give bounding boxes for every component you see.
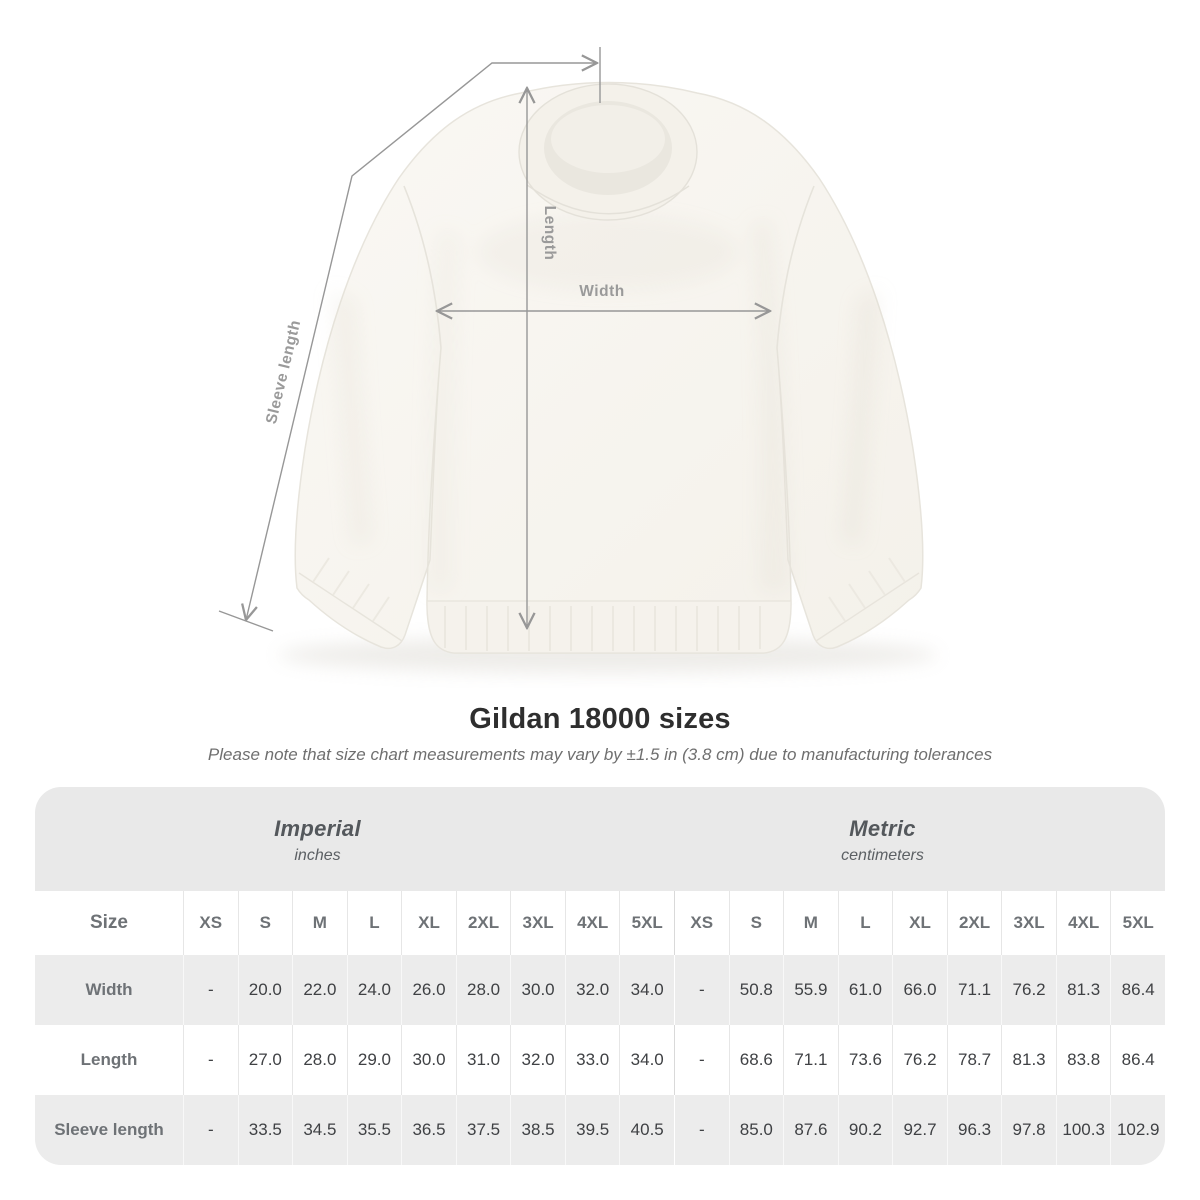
- table-cell: 39.5: [565, 1095, 620, 1165]
- waistband: [427, 601, 791, 653]
- table-cell: 73.6: [838, 1025, 893, 1095]
- table-cell: 32.0: [510, 1025, 565, 1095]
- column-header-imperial-l: L: [347, 891, 402, 955]
- table-cell: 78.7: [947, 1025, 1002, 1095]
- imperial-unit: inches: [294, 846, 341, 864]
- table-cell: 40.5: [619, 1095, 674, 1165]
- table-cell: 100.3: [1056, 1095, 1111, 1165]
- table-cell: 37.5: [456, 1095, 511, 1165]
- collar: [519, 84, 697, 220]
- table-cell: 87.6: [783, 1095, 838, 1165]
- table-cell: 90.2: [838, 1095, 893, 1165]
- table-cell: 28.0: [456, 955, 511, 1025]
- row-label-length: Length: [80, 1050, 138, 1069]
- table-cell: -: [674, 955, 729, 1025]
- table-cell: 71.1: [947, 955, 1002, 1025]
- imperial-group-header: [35, 787, 600, 891]
- column-header-metric-2xl: 2XL: [947, 891, 1002, 955]
- table-cell: 81.3: [1001, 1025, 1056, 1095]
- table-cell: 29.0: [347, 1025, 402, 1095]
- table-row-sleeve-length: [35, 1095, 1165, 1165]
- column-header-imperial-2xl: 2XL: [456, 891, 511, 955]
- table-cell: -: [183, 1025, 238, 1095]
- table-cell: 71.1: [783, 1025, 838, 1095]
- unit-band: [35, 787, 1165, 891]
- table-row-length: [35, 1025, 1165, 1095]
- row-label-width: Width: [85, 980, 133, 999]
- table-cell: 85.0: [729, 1095, 784, 1165]
- column-header-imperial-xs: XS: [183, 891, 238, 955]
- table-cell: -: [674, 1025, 729, 1095]
- table-cell: 50.8: [729, 955, 784, 1025]
- table-cell: 28.0: [292, 1025, 347, 1095]
- table-cell: 27.0: [238, 1025, 293, 1095]
- table-cell: 26.0: [401, 955, 456, 1025]
- table-cell: 24.0: [347, 955, 402, 1025]
- length-label: Length: [541, 205, 558, 261]
- metric-unit: centimeters: [841, 846, 924, 864]
- column-header-metric-3xl: 3XL: [1001, 891, 1056, 955]
- column-header-imperial-4xl: 4XL: [565, 891, 620, 955]
- table-cell: 92.7: [892, 1095, 947, 1165]
- table-cell: -: [674, 1095, 729, 1165]
- table-cell: 76.2: [1001, 955, 1056, 1025]
- column-header-imperial-m: M: [292, 891, 347, 955]
- table-row-width: [35, 955, 1165, 1025]
- size-header-row: [35, 891, 1165, 955]
- table-cell: 36.5: [401, 1095, 456, 1165]
- column-header-metric-xl: XL: [892, 891, 947, 955]
- table-cell: -: [183, 1095, 238, 1165]
- table-cell: 68.6: [729, 1025, 784, 1095]
- table-cell: 33.5: [238, 1095, 293, 1165]
- table-cell: 81.3: [1056, 955, 1111, 1025]
- width-label: Width: [579, 283, 625, 300]
- column-header-metric-l: L: [838, 891, 893, 955]
- column-header-metric-s: S: [729, 891, 784, 955]
- column-header-imperial-s: S: [238, 891, 293, 955]
- table-cell: 20.0: [238, 955, 293, 1025]
- size-corner-header: Size: [89, 912, 129, 933]
- table-cell: 35.5: [347, 1095, 402, 1165]
- table-cell: 30.0: [401, 1025, 456, 1095]
- table-cell: 30.0: [510, 955, 565, 1025]
- table-cell: 66.0: [892, 955, 947, 1025]
- column-header-metric-m: M: [783, 891, 838, 955]
- table-cell: 96.3: [947, 1095, 1002, 1165]
- column-header-imperial-xl: XL: [401, 891, 456, 955]
- sweatshirt-photo: [295, 83, 922, 654]
- column-header-imperial-3xl: 3XL: [510, 891, 565, 955]
- table-cell: 76.2: [892, 1025, 947, 1095]
- table-cell: 61.0: [838, 955, 893, 1025]
- table-cell: 22.0: [292, 955, 347, 1025]
- table-cell: -: [183, 955, 238, 1025]
- table-cell: 97.8: [1001, 1095, 1056, 1165]
- table-cell: 31.0: [456, 1025, 511, 1095]
- cuff-tick: [219, 611, 273, 631]
- table-cell: 55.9: [783, 955, 838, 1025]
- table-cell: 32.0: [565, 955, 620, 1025]
- column-header-metric-4xl: 4XL: [1056, 891, 1111, 955]
- table-cell: 34.5: [292, 1095, 347, 1165]
- sleeve-length-label: Sleeve length: [262, 318, 305, 426]
- row-label-sleeve-length: Sleeve length: [54, 1120, 164, 1139]
- table-cell: 83.8: [1056, 1025, 1111, 1095]
- table-cell: 86.4: [1110, 955, 1165, 1025]
- tolerance-note: Please note that size chart measurements may vary by ±1.5 in (3.8 cm) due to manufacturing tolerances: [207, 745, 993, 764]
- table-cell: 34.0: [619, 955, 674, 1025]
- table-cell: 102.9: [1110, 1095, 1165, 1165]
- column-header-metric-5xl: 5XL: [1110, 891, 1165, 955]
- table-cell: 86.4: [1110, 1025, 1165, 1095]
- size-chart-table: [35, 787, 1165, 1165]
- metric-group-header: [600, 787, 1165, 891]
- table-cell: 34.0: [619, 1025, 674, 1095]
- table-cell: 38.5: [510, 1095, 565, 1165]
- column-header-imperial-5xl: 5XL: [619, 891, 674, 955]
- page-title: Gildan 18000 sizes: [469, 703, 731, 735]
- metric-label: Metric: [849, 815, 916, 841]
- imperial-label: Imperial: [274, 815, 361, 841]
- column-header-metric-xs: XS: [674, 891, 729, 955]
- table-cell: 33.0: [565, 1025, 620, 1095]
